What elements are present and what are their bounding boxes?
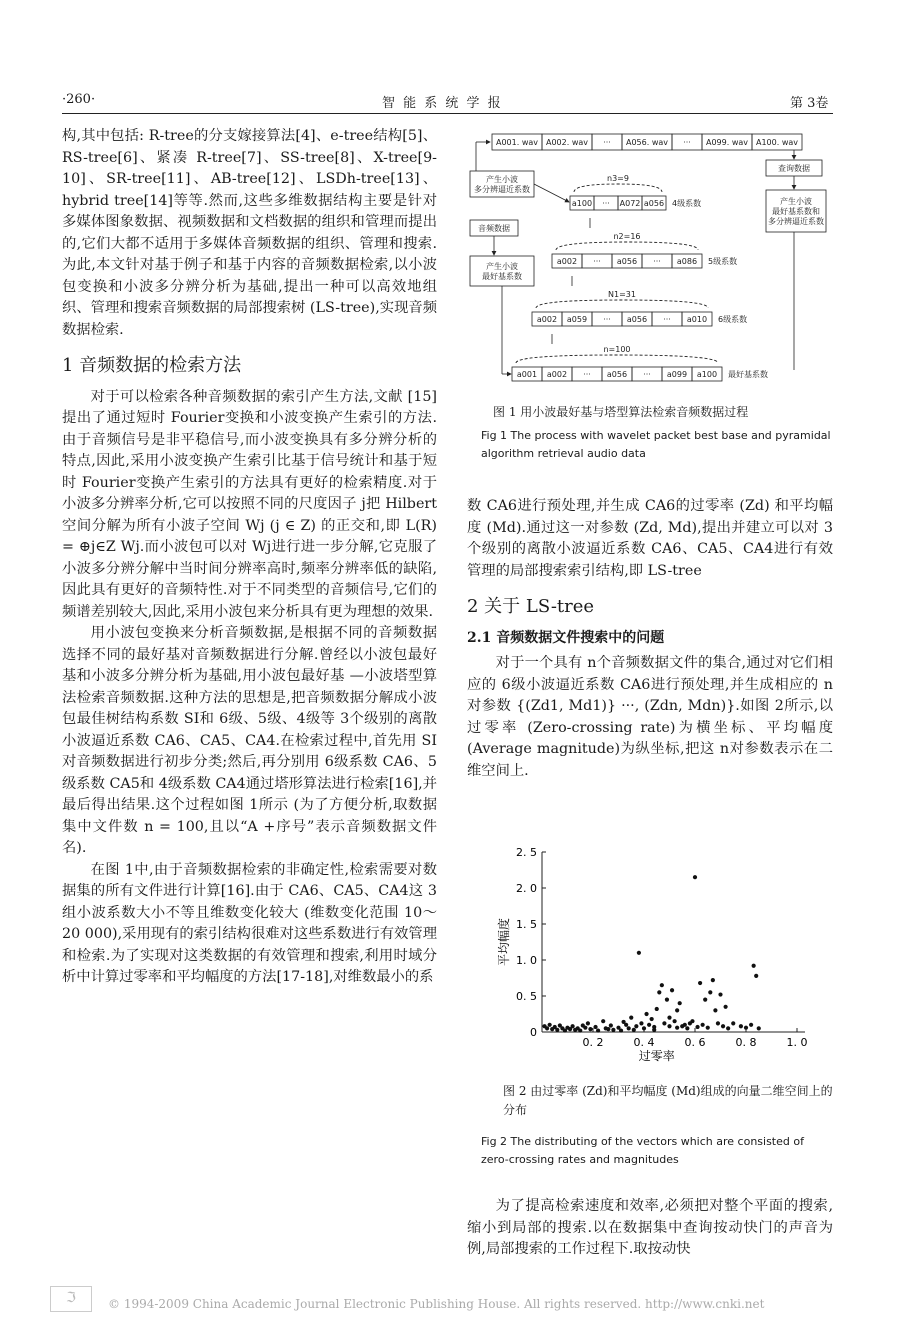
coef-label: a056	[606, 370, 628, 379]
box-generate-approx-label: 多分辨逼近系数	[474, 185, 530, 194]
data-point	[596, 1028, 600, 1032]
x-axis-label: 过零率	[638, 1049, 675, 1063]
copyright-footer: © 1994-2009 China Academic Journal Electronic Publishing House. All rights reserved. http://www.cnki.net	[108, 1297, 765, 1311]
level-brace	[516, 355, 718, 363]
data-point	[665, 998, 669, 1002]
coef-label: a056	[626, 315, 648, 324]
data-point	[581, 1023, 585, 1027]
header-rule	[62, 113, 833, 114]
data-point	[713, 1008, 717, 1012]
figure-2-chart	[480, 840, 825, 1075]
data-point	[752, 964, 756, 968]
y-tick-label: 1. 0	[516, 954, 537, 967]
box-audio-data-label: 音频数据	[478, 224, 510, 233]
data-point	[695, 1025, 699, 1029]
coef-label: ···	[643, 370, 651, 379]
data-point	[662, 1021, 666, 1025]
coef-label: a002	[556, 257, 578, 266]
data-point	[731, 1021, 735, 1025]
right-column	[467, 496, 833, 782]
data-point	[711, 978, 715, 982]
data-point	[647, 1023, 651, 1027]
data-point	[673, 1019, 677, 1023]
intro-paragraph: 构,其中包括: R-tree的分支嫁接算法[4]、e-tree结构[5]、RS-tree[6]、紧凑 R-tree[7]、SS-tree[8]、X-tree[9-10]、SR-tree[11]、AB-tree[12]、LSDh-tree[13]、hybrid tree[14]等等.然而,这些多维数据结构主要是针对多媒体图象数据、视频数据和文档数据的组织和管理而提出的,它们大都不适用于多媒体音频数据的组织、管理和搜索.为此,本文针对基于例子和基于内容的音频数据检索,以小波包变换和小波多分辨分析为基础,提出一种可以高效地组织、管理和搜索音频数据的局部搜索树 (LS-tree),实现音频数据检索.	[62, 128, 437, 338]
data-point	[637, 951, 641, 955]
data-point	[629, 1016, 633, 1020]
data-point	[701, 1023, 705, 1027]
paragraph: 对于一个具有 n个音频数据文件的集合,通过对它们相应的 6级小波逼近系数 CA6进行预处理,并生成相应的 n对参数 {(Zd1, Md1)} ···, (Zdn, Mdn)}.如图 2所示,以过零率 (Zero-crossing rate)为横坐标、平均幅度 (Average magnitude)为纵坐标,把这 n对参数表示在二维空间上.	[467, 655, 833, 779]
data-point	[644, 1012, 648, 1016]
y-tick-label: 2. 5	[516, 846, 537, 859]
coef-label: a001	[516, 370, 538, 379]
data-point	[606, 1027, 610, 1031]
section-1-title: 1 音频数据的检索方法	[62, 355, 242, 376]
coef-label: ···	[663, 315, 671, 324]
file-label: ···	[683, 138, 691, 147]
box-generate-both-label: 最好基系数和	[772, 207, 820, 216]
y-tick-label: 1. 5	[516, 918, 537, 931]
cnki-logo: ℑ	[50, 1286, 92, 1312]
data-point	[678, 1001, 682, 1005]
file-label: A056. wav	[625, 138, 669, 147]
y-tick-label: 0. 5	[516, 990, 537, 1003]
x-tick-label: 0. 4	[633, 1036, 655, 1049]
data-point	[593, 1025, 597, 1029]
coef-label: ···	[583, 370, 591, 379]
data-point	[619, 1028, 623, 1032]
coef-label: a059	[566, 315, 588, 324]
data-point	[639, 1021, 643, 1025]
data-point	[754, 974, 758, 978]
file-label: A100. wav	[755, 138, 799, 147]
data-point	[611, 1028, 615, 1032]
level-label: 4级系数	[672, 199, 702, 208]
data-point	[749, 1023, 753, 1027]
data-point	[657, 990, 661, 994]
coef-label: a100	[696, 370, 718, 379]
level-brace	[556, 242, 698, 250]
coef-label: a010	[686, 315, 708, 324]
data-point	[660, 983, 664, 987]
level-brace	[574, 184, 662, 192]
data-point	[675, 1008, 679, 1012]
file-label: A001. wav	[495, 138, 539, 147]
subsection-2-1-title: 2.1 音频数据文件搜索中的问题	[467, 629, 665, 646]
box-generate-both-label: 产生小波	[780, 197, 812, 206]
x-tick-label: 1. 0	[786, 1036, 808, 1049]
box-query-data-label: 查询数据	[778, 164, 810, 173]
journal-title: 智 能 系 统 学 报	[382, 96, 503, 111]
file-label: A099. wav	[705, 138, 749, 147]
figure-1-diagram	[462, 124, 834, 392]
page-number: ·260·	[62, 92, 96, 107]
section-2-title: 2 关于 LS-tree	[467, 596, 595, 617]
data-point	[744, 1026, 748, 1030]
data-point	[718, 992, 722, 996]
data-point	[703, 998, 707, 1002]
x-tick-label: 0. 6	[684, 1036, 706, 1049]
data-point	[655, 1007, 659, 1011]
data-point	[757, 1026, 761, 1030]
file-label: A002. wav	[545, 138, 589, 147]
coef-label: ···	[653, 257, 661, 266]
data-point	[555, 1028, 559, 1032]
data-point	[634, 1024, 638, 1028]
right-column-bottom	[467, 1196, 833, 1261]
x-tick-label: 0. 2	[582, 1036, 604, 1049]
data-point	[685, 1026, 689, 1030]
file-label: ···	[603, 138, 611, 147]
data-point	[586, 1021, 590, 1025]
paragraph: 在图 1中,由于音频数据检索的非确定性,检索需要对数据集的所有文件进行计算[16].由于 CA6、CA5、CA4这 3组小波系数大小不等且维数变化较大 (维数变化范围 10～20 000),采用现有的索引结构很难对这些系数进行有效管理和检索.为了实现对这类数据的有效管理和搜索,利用时域分析中计算过零率和平均幅度的方法[17-18],对维数最小的系	[62, 861, 437, 985]
coef-label: a002	[546, 370, 568, 379]
data-point	[670, 988, 674, 992]
data-point	[667, 1024, 671, 1028]
arrow	[534, 184, 569, 202]
paragraph: 对于可以检索各种音频数据的索引产生方法,文献 [15]提出了通过短时 Fourier变换和小波变换产生索引的方法.由于音频信号是非平稳信号,而小波变换具有多分辨分析的特点,因此,采用小波变换产生索引比基于信号统计和基于短时 Fourier变换产生索引的方法具有更好的检索精度.对于小波多分辨率分析,它可以按照不同的尺度因子 j把 Hilbert空间分解为所有小波子空间 Wj (j ∈ Z) 的正交和,即 L(R) = ⊕j∈Z Wj.而小波包可以对 Wj进行进一步分解,它克服了小波多分辨分解中当时间分辨率高时,频率分辨率低的缺陷,因此具有更好的音频特性.对于不同类型的音频信号,它们的频谱差别较大,因此,采用小波包来分析具有更为理想的效果.	[62, 388, 437, 620]
data-point	[588, 1027, 592, 1031]
figure-2-caption: 图 2 由过零率 (Zd)和平均幅度 (Md)组成的向量二维空间上的分布	[503, 1084, 833, 1117]
box-generate-best-label: 产生小波	[486, 262, 518, 271]
y-axis-label: 平均幅度	[497, 917, 511, 967]
data-point	[627, 1026, 631, 1030]
data-point	[690, 1019, 694, 1023]
data-point	[609, 1023, 613, 1027]
data-point	[545, 1026, 549, 1030]
box-generate-both-label: 多分辨逼近系数	[768, 217, 824, 226]
coef-label: a100	[571, 199, 593, 208]
level-brace	[536, 300, 708, 308]
data-point	[667, 1016, 671, 1020]
left-column	[62, 126, 437, 989]
figure-2-caption-en: Fig 2 The distributing of the vectors which are consisted of zero-crossing rates and magnitudes	[481, 1135, 804, 1166]
coef-label: ···	[603, 315, 611, 324]
data-point	[726, 1026, 730, 1030]
coef-label: a099	[666, 370, 688, 379]
data-point	[622, 1020, 626, 1024]
data-point	[601, 1019, 605, 1023]
level-count: n2=16	[613, 232, 641, 241]
coef-label: A072	[619, 199, 641, 208]
data-point	[693, 875, 697, 879]
y-tick-label: 0	[530, 1026, 537, 1039]
paragraph: 数 CA6进行预处理,并生成 CA6的过零率 (Zd) 和平均幅度 (Md).通过这一对参数 (Zd, Md),提出并建立可以对 3个级别的离散小波逼近系数 CA6、CA5、CA4进行有效管理的局部搜索索引结构,即 LS-tree	[467, 498, 833, 579]
paragraph: 用小波包变换来分析音频数据,是根据不同的音频数据选择不同的最好基对音频数据进行分解.曾经以小波包最好基和小波多分辨分析为基础,用小波包最好基 —小波塔型算法检索音频数据.这种方法的思想是,把音频数据分解成小波包最佳树结构系数 SI和 6级、5级、4级等 3个级别的离散小波逼近系数 CA6、CA5、CA4.在检索过程中,首先用 SI对音频数据进行初步分类;然后,再分别用 6级系数 CA6、5级系数 CA5和 4级系数 CA4通过塔形算法进行检索[16],并最后得出结果.这个过程如图 1所示 (为了方便分析,取数据集中文件数 n = 100,且以“A +序号”表示音频数据文件名).	[62, 625, 437, 856]
data-point	[683, 1023, 687, 1027]
level-label: 6级系数	[718, 315, 748, 324]
data-point	[675, 1026, 679, 1030]
level-count: N1=31	[608, 290, 636, 299]
level-label: 5级系数	[708, 257, 738, 266]
data-point	[632, 1028, 636, 1032]
figure-1-caption: 图 1 用小波最好基与塔型算法检索音频数据过程	[493, 405, 749, 419]
coef-label: ···	[602, 199, 610, 208]
data-point	[721, 1024, 725, 1028]
data-point	[698, 981, 702, 985]
level-label: 最好基系数	[728, 370, 768, 379]
data-point	[739, 1024, 743, 1028]
data-point	[716, 1021, 720, 1025]
coef-label: a056	[616, 257, 638, 266]
coef-label: ···	[593, 257, 601, 266]
box-generate-approx-label: 产生小波	[486, 175, 518, 184]
data-point	[652, 1028, 656, 1032]
paragraph: 为了提高检索速度和效率,必须把对整个平面的搜索,缩小到局部的搜索.以在数据集中查询按动快门的声音为例,局部搜索的工作过程下.取按动快	[467, 1198, 833, 1257]
volume-label: 第 3卷	[790, 96, 829, 111]
box-generate-best	[470, 256, 534, 286]
level-count: n=100	[603, 345, 631, 354]
data-point	[578, 1028, 582, 1032]
data-point	[548, 1023, 552, 1027]
y-tick-label: 2. 0	[516, 882, 537, 895]
data-point	[706, 1026, 710, 1030]
level-count: n3=9	[607, 174, 629, 183]
coef-label: a056	[643, 199, 665, 208]
data-point	[650, 1017, 654, 1021]
data-point	[708, 990, 712, 994]
box-generate-best-label: 最好基系数	[482, 272, 522, 281]
data-point	[724, 1005, 728, 1009]
coef-label: a002	[536, 315, 558, 324]
data-point	[571, 1024, 575, 1028]
data-point	[642, 1026, 646, 1030]
figure-1-caption-en: Fig 1 The process with wavelet packet best base and pyramidal algorithm retrieval audio data	[481, 429, 831, 460]
x-tick-label: 0. 8	[735, 1036, 757, 1049]
coef-label: a086	[676, 257, 698, 266]
